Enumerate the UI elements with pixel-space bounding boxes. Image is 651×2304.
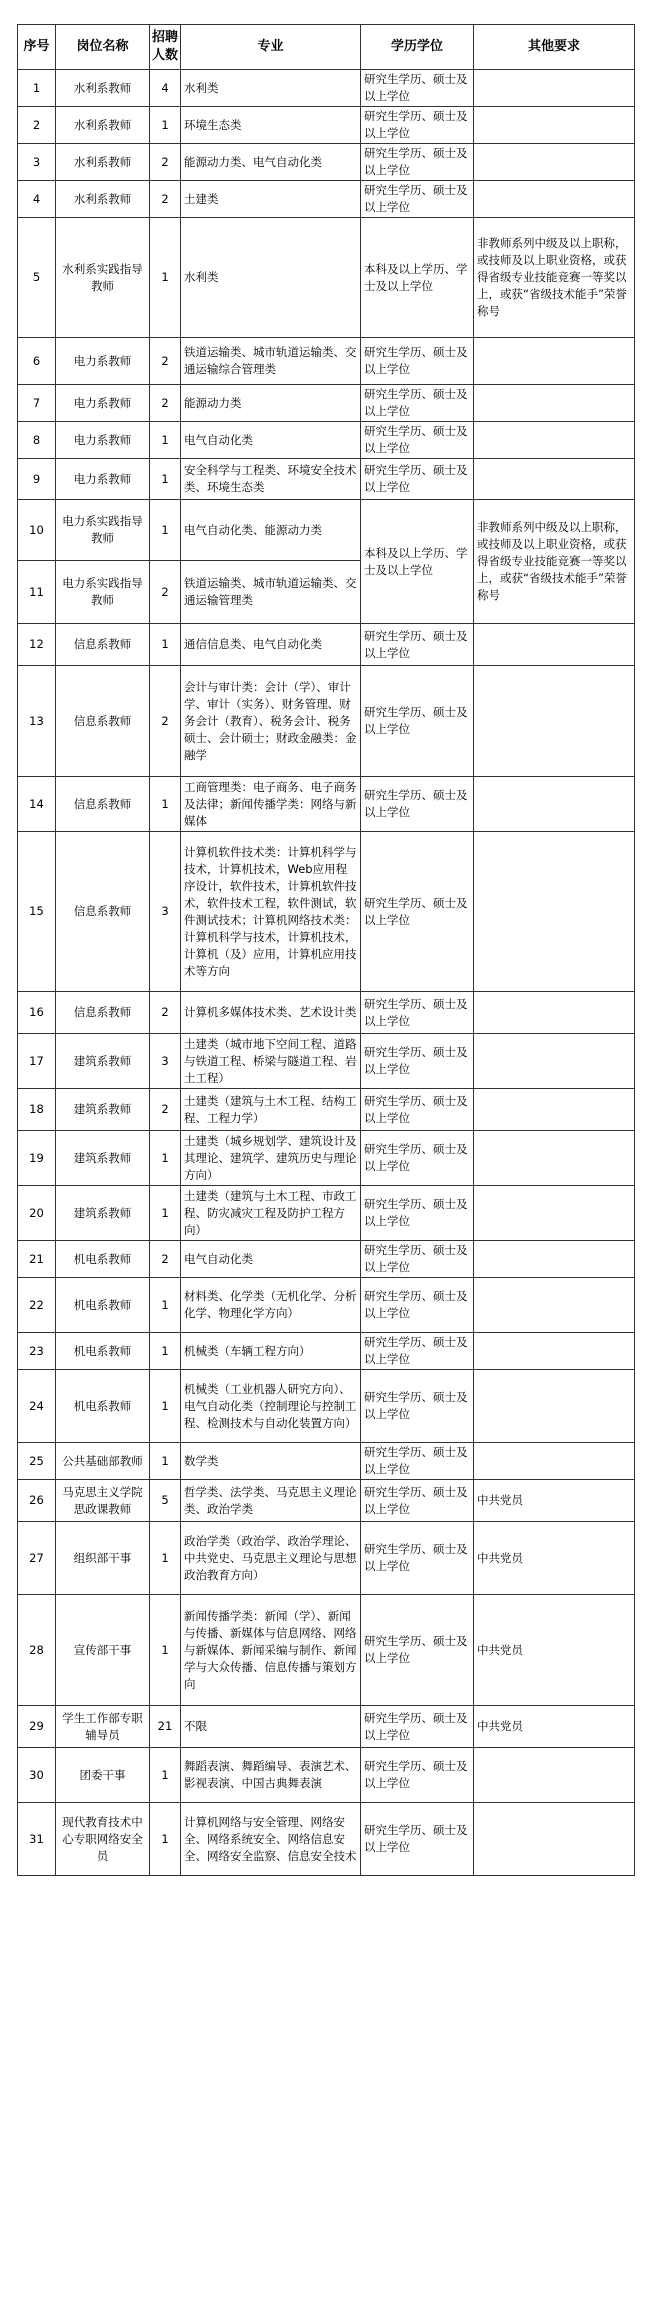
headcount: 1 xyxy=(150,1131,181,1186)
table-row xyxy=(18,777,635,832)
other-requirements xyxy=(474,1370,635,1443)
table-header-row xyxy=(18,25,635,70)
other-requirements xyxy=(474,70,635,107)
headcount: 2 xyxy=(150,181,181,218)
major: 安全科学与工程类、环境安全技术类、环境生态类 xyxy=(181,459,361,500)
headcount: 2 xyxy=(150,144,181,181)
row-number: 6 xyxy=(18,338,56,385)
major: 材料类、化学类（无机化学、分析化学、物理化学方向） xyxy=(181,1278,361,1333)
major: 机械类（车辆工程方向） xyxy=(181,1333,361,1370)
other-requirements xyxy=(474,338,635,385)
major: 电气自动化类 xyxy=(181,1241,361,1278)
headcount: 1 xyxy=(150,500,181,561)
headcount: 1 xyxy=(150,624,181,666)
major: 工商管理类：电子商务、电子商务及法律；新闻传播学类：网络与新媒体 xyxy=(181,777,361,832)
headcount: 1 xyxy=(150,459,181,500)
headcount: 1 xyxy=(150,422,181,459)
post-name: 团委干事 xyxy=(56,1748,150,1803)
education-degree: 本科及以上学历、学士及以上学位 xyxy=(361,500,474,624)
header-count: 招聘人数 xyxy=(150,25,181,70)
headcount: 1 xyxy=(150,777,181,832)
major: 数学类 xyxy=(181,1443,361,1480)
table-row xyxy=(18,181,635,218)
education-degree: 研究生学历、硕士及以上学位 xyxy=(361,1089,474,1131)
education-degree: 研究生学历、硕士及以上学位 xyxy=(361,338,474,385)
other-requirements xyxy=(474,1333,635,1370)
row-number: 25 xyxy=(18,1443,56,1480)
post-name: 水利系实践指导教师 xyxy=(56,218,150,338)
education-degree: 研究生学历、硕士及以上学位 xyxy=(361,1803,474,1876)
post-name: 建筑系教师 xyxy=(56,1186,150,1241)
row-number: 14 xyxy=(18,777,56,832)
table-row xyxy=(18,832,635,992)
table-row xyxy=(18,1034,635,1089)
headcount: 2 xyxy=(150,1241,181,1278)
education-degree: 研究生学历、硕士及以上学位 xyxy=(361,1278,474,1333)
other-requirements xyxy=(474,1278,635,1333)
table-row xyxy=(18,1480,635,1522)
other-requirements: 中共党员 xyxy=(474,1706,635,1748)
major: 水利类 xyxy=(181,70,361,107)
education-degree: 研究生学历、硕士及以上学位 xyxy=(361,107,474,144)
row-number: 4 xyxy=(18,181,56,218)
headcount: 3 xyxy=(150,832,181,992)
table-row xyxy=(18,1443,635,1480)
post-name: 水利系教师 xyxy=(56,107,150,144)
education-degree: 研究生学历、硕士及以上学位 xyxy=(361,1595,474,1706)
row-number: 7 xyxy=(18,385,56,422)
other-requirements xyxy=(474,1034,635,1089)
major: 铁道运输类、城市轨道运输类、交通运输综合管理类 xyxy=(181,338,361,385)
post-name: 建筑系教师 xyxy=(56,1131,150,1186)
row-number: 5 xyxy=(18,218,56,338)
row-number: 23 xyxy=(18,1333,56,1370)
table-row xyxy=(18,107,635,144)
row-number: 22 xyxy=(18,1278,56,1333)
recruitment-table-wrapper xyxy=(17,24,634,1876)
education-degree: 研究生学历、硕士及以上学位 xyxy=(361,385,474,422)
major: 能源动力类、电气自动化类 xyxy=(181,144,361,181)
post-name: 电力系教师 xyxy=(56,459,150,500)
education-degree: 研究生学历、硕士及以上学位 xyxy=(361,144,474,181)
major: 会计与审计类：会计（学）、审计学、审计（实务）、财务管理、财务会计（教育）、税务会计、税务硕士、会计硕士；财政金融类：金融学 xyxy=(181,666,361,777)
education-degree: 研究生学历、硕士及以上学位 xyxy=(361,777,474,832)
major: 通信信息类、电气自动化类 xyxy=(181,624,361,666)
headcount: 2 xyxy=(150,338,181,385)
row-number: 27 xyxy=(18,1522,56,1595)
table-row xyxy=(18,1803,635,1876)
post-name: 现代教育技术中心专职网络安全员 xyxy=(56,1803,150,1876)
headcount: 1 xyxy=(150,1522,181,1595)
row-number: 3 xyxy=(18,144,56,181)
row-number: 30 xyxy=(18,1748,56,1803)
table-row xyxy=(18,385,635,422)
major: 不限 xyxy=(181,1706,361,1748)
post-name: 电力系实践指导教师 xyxy=(56,561,150,624)
header-major: 专业 xyxy=(181,25,361,70)
major: 铁道运输类、城市轨道运输类、交通运输管理类 xyxy=(181,561,361,624)
major: 土建类（城市地下空间工程、道路与铁道工程、桥梁与隧道工程、岩土工程） xyxy=(181,1034,361,1089)
table-row xyxy=(18,1241,635,1278)
education-degree: 研究生学历、硕士及以上学位 xyxy=(361,422,474,459)
post-name: 电力系教师 xyxy=(56,422,150,459)
row-number: 16 xyxy=(18,992,56,1034)
headcount: 2 xyxy=(150,385,181,422)
other-requirements xyxy=(474,385,635,422)
row-number: 28 xyxy=(18,1595,56,1706)
education-degree: 研究生学历、硕士及以上学位 xyxy=(361,666,474,777)
other-requirements xyxy=(474,832,635,992)
education-degree: 研究生学历、硕士及以上学位 xyxy=(361,1186,474,1241)
row-number: 29 xyxy=(18,1706,56,1748)
post-name: 建筑系教师 xyxy=(56,1089,150,1131)
other-requirements xyxy=(474,181,635,218)
recruitment-table xyxy=(17,24,635,1876)
table-row xyxy=(18,1089,635,1131)
table-row xyxy=(18,144,635,181)
header-post: 岗位名称 xyxy=(56,25,150,70)
major: 计算机软件技术类：计算机科学与技术，计算机技术，Web应用程序设计，软件技术，计算机软件技术，软件技术工程，软件测试，软件测试技术；计算机网络技术类：计算机科学与技术，计算机技术，计算机（及）应用，计算机应用技术等方向 xyxy=(181,832,361,992)
major: 水利类 xyxy=(181,218,361,338)
other-requirements xyxy=(474,1241,635,1278)
table-row xyxy=(18,70,635,107)
major: 舞蹈表演、舞蹈编导、表演艺术、影视表演、中国古典舞表演 xyxy=(181,1748,361,1803)
row-number: 8 xyxy=(18,422,56,459)
other-requirements xyxy=(474,624,635,666)
education-degree: 研究生学历、硕士及以上学位 xyxy=(361,1706,474,1748)
headcount: 21 xyxy=(150,1706,181,1748)
table-row xyxy=(18,422,635,459)
other-requirements xyxy=(474,1443,635,1480)
major: 土建类（城乡规划学、建筑设计及其理论、建筑学、建筑历史与理论方向） xyxy=(181,1131,361,1186)
post-name: 建筑系教师 xyxy=(56,1034,150,1089)
major: 土建类（建筑与土木工程、市政工程、防灾减灾工程及防护工程方向） xyxy=(181,1186,361,1241)
education-degree: 研究生学历、硕士及以上学位 xyxy=(361,624,474,666)
headcount: 1 xyxy=(150,107,181,144)
headcount: 1 xyxy=(150,1278,181,1333)
post-name: 马克思主义学院思政课教师 xyxy=(56,1480,150,1522)
row-number: 1 xyxy=(18,70,56,107)
headcount: 1 xyxy=(150,1443,181,1480)
post-name: 电力系教师 xyxy=(56,385,150,422)
major: 政治学类（政治学、政治学理论、中共党史、马克思主义理论与思想政治教育方向） xyxy=(181,1522,361,1595)
table-body xyxy=(18,70,635,1876)
major: 计算机网络与安全管理、网络安全、网络系统安全、网络信息安全、网络安全监察、信息安全技术 xyxy=(181,1803,361,1876)
other-requirements xyxy=(474,1186,635,1241)
row-number: 10 xyxy=(18,500,56,561)
post-name: 组织部干事 xyxy=(56,1522,150,1595)
headcount: 1 xyxy=(150,1370,181,1443)
major: 土建类（建筑与土木工程、结构工程、工程力学） xyxy=(181,1089,361,1131)
headcount: 2 xyxy=(150,1089,181,1131)
row-number: 2 xyxy=(18,107,56,144)
table-row xyxy=(18,1186,635,1241)
row-number: 31 xyxy=(18,1803,56,1876)
row-number: 24 xyxy=(18,1370,56,1443)
education-degree: 研究生学历、硕士及以上学位 xyxy=(361,1370,474,1443)
other-requirements: 非教师系列中级及以上职称，或技师及以上职业资格，或获得省级专业技能竞赛一等奖以上，或获“省级技术能手”荣誉称号 xyxy=(474,218,635,338)
headcount: 5 xyxy=(150,1480,181,1522)
headcount: 1 xyxy=(150,218,181,338)
education-degree: 研究生学历、硕士及以上学位 xyxy=(361,832,474,992)
headcount: 1 xyxy=(150,1748,181,1803)
row-number: 19 xyxy=(18,1131,56,1186)
post-name: 电力系教师 xyxy=(56,338,150,385)
post-name: 信息系教师 xyxy=(56,832,150,992)
headcount: 2 xyxy=(150,666,181,777)
row-number: 11 xyxy=(18,561,56,624)
major: 哲学类、法学类、马克思主义理论类、政治学类 xyxy=(181,1480,361,1522)
table-row xyxy=(18,1370,635,1443)
post-name: 机电系教师 xyxy=(56,1278,150,1333)
other-requirements xyxy=(474,1748,635,1803)
row-number: 9 xyxy=(18,459,56,500)
other-requirements xyxy=(474,1089,635,1131)
post-name: 水利系教师 xyxy=(56,144,150,181)
education-degree: 研究生学历、硕士及以上学位 xyxy=(361,1480,474,1522)
other-requirements xyxy=(474,1803,635,1876)
post-name: 学生工作部专职辅导员 xyxy=(56,1706,150,1748)
table-row xyxy=(18,500,635,561)
header-number: 序号 xyxy=(18,25,56,70)
other-requirements xyxy=(474,1131,635,1186)
post-name: 信息系教师 xyxy=(56,624,150,666)
education-degree: 研究生学历、硕士及以上学位 xyxy=(361,1522,474,1595)
table-row xyxy=(18,1595,635,1706)
other-requirements: 非教师系列中级及以上职称，或技师及以上职业资格，或获得省级专业技能竞赛一等奖以上，或获“省级技术能手”荣誉称号 xyxy=(474,500,635,624)
row-number: 20 xyxy=(18,1186,56,1241)
table-row xyxy=(18,992,635,1034)
other-requirements xyxy=(474,422,635,459)
table-row xyxy=(18,1706,635,1748)
post-name: 公共基础部教师 xyxy=(56,1443,150,1480)
other-requirements xyxy=(474,992,635,1034)
table-row xyxy=(18,459,635,500)
table-row xyxy=(18,338,635,385)
education-degree: 研究生学历、硕士及以上学位 xyxy=(361,1034,474,1089)
major: 电气自动化类 xyxy=(181,422,361,459)
headcount: 2 xyxy=(150,992,181,1034)
headcount: 1 xyxy=(150,1186,181,1241)
table-row xyxy=(18,1333,635,1370)
other-requirements xyxy=(474,777,635,832)
education-degree: 研究生学历、硕士及以上学位 xyxy=(361,459,474,500)
post-name: 机电系教师 xyxy=(56,1370,150,1443)
header-other: 其他要求 xyxy=(474,25,635,70)
post-name: 水利系教师 xyxy=(56,181,150,218)
table-row xyxy=(18,1131,635,1186)
table-row xyxy=(18,1748,635,1803)
post-name: 宣传部干事 xyxy=(56,1595,150,1706)
header-education: 学历学位 xyxy=(361,25,474,70)
education-degree: 本科及以上学历、学士及以上学位 xyxy=(361,218,474,338)
major: 机械类（工业机器人研究方向）、电气自动化类（控制理论与控制工程、检测技术与自动化装置方向） xyxy=(181,1370,361,1443)
table-row xyxy=(18,666,635,777)
row-number: 17 xyxy=(18,1034,56,1089)
headcount: 2 xyxy=(150,561,181,624)
post-name: 信息系教师 xyxy=(56,777,150,832)
education-degree: 研究生学历、硕士及以上学位 xyxy=(361,1748,474,1803)
headcount: 4 xyxy=(150,70,181,107)
post-name: 电力系实践指导教师 xyxy=(56,500,150,561)
other-requirements: 中共党员 xyxy=(474,1522,635,1595)
education-degree: 研究生学历、硕士及以上学位 xyxy=(361,1241,474,1278)
major: 计算机多媒体技术类、艺术设计类 xyxy=(181,992,361,1034)
post-name: 信息系教师 xyxy=(56,666,150,777)
education-degree: 研究生学历、硕士及以上学位 xyxy=(361,1131,474,1186)
table-row xyxy=(18,1278,635,1333)
other-requirements xyxy=(474,107,635,144)
education-degree: 研究生学历、硕士及以上学位 xyxy=(361,1443,474,1480)
major: 电气自动化类、能源动力类 xyxy=(181,500,361,561)
other-requirements: 中共党员 xyxy=(474,1595,635,1706)
table-row xyxy=(18,1522,635,1595)
row-number: 12 xyxy=(18,624,56,666)
major: 土建类 xyxy=(181,181,361,218)
headcount: 3 xyxy=(150,1034,181,1089)
major: 环境生态类 xyxy=(181,107,361,144)
headcount: 1 xyxy=(150,1803,181,1876)
major: 新闻传播学类：新闻（学）、新闻与传播、新媒体与信息网络、网络与新媒体、新闻采编与制作、新闻学与大众传播、信息传播与策划方向 xyxy=(181,1595,361,1706)
table-row xyxy=(18,624,635,666)
education-degree: 研究生学历、硕士及以上学位 xyxy=(361,1333,474,1370)
other-requirements xyxy=(474,144,635,181)
education-degree: 研究生学历、硕士及以上学位 xyxy=(361,70,474,107)
post-name: 机电系教师 xyxy=(56,1241,150,1278)
row-number: 15 xyxy=(18,832,56,992)
other-requirements xyxy=(474,459,635,500)
other-requirements xyxy=(474,666,635,777)
education-degree: 研究生学历、硕士及以上学位 xyxy=(361,181,474,218)
headcount: 1 xyxy=(150,1595,181,1706)
other-requirements: 中共党员 xyxy=(474,1480,635,1522)
row-number: 18 xyxy=(18,1089,56,1131)
row-number: 26 xyxy=(18,1480,56,1522)
table-row xyxy=(18,218,635,338)
major: 能源动力类 xyxy=(181,385,361,422)
education-degree: 研究生学历、硕士及以上学位 xyxy=(361,992,474,1034)
post-name: 水利系教师 xyxy=(56,70,150,107)
headcount: 1 xyxy=(150,1333,181,1370)
row-number: 21 xyxy=(18,1241,56,1278)
row-number: 13 xyxy=(18,666,56,777)
post-name: 机电系教师 xyxy=(56,1333,150,1370)
post-name: 信息系教师 xyxy=(56,992,150,1034)
